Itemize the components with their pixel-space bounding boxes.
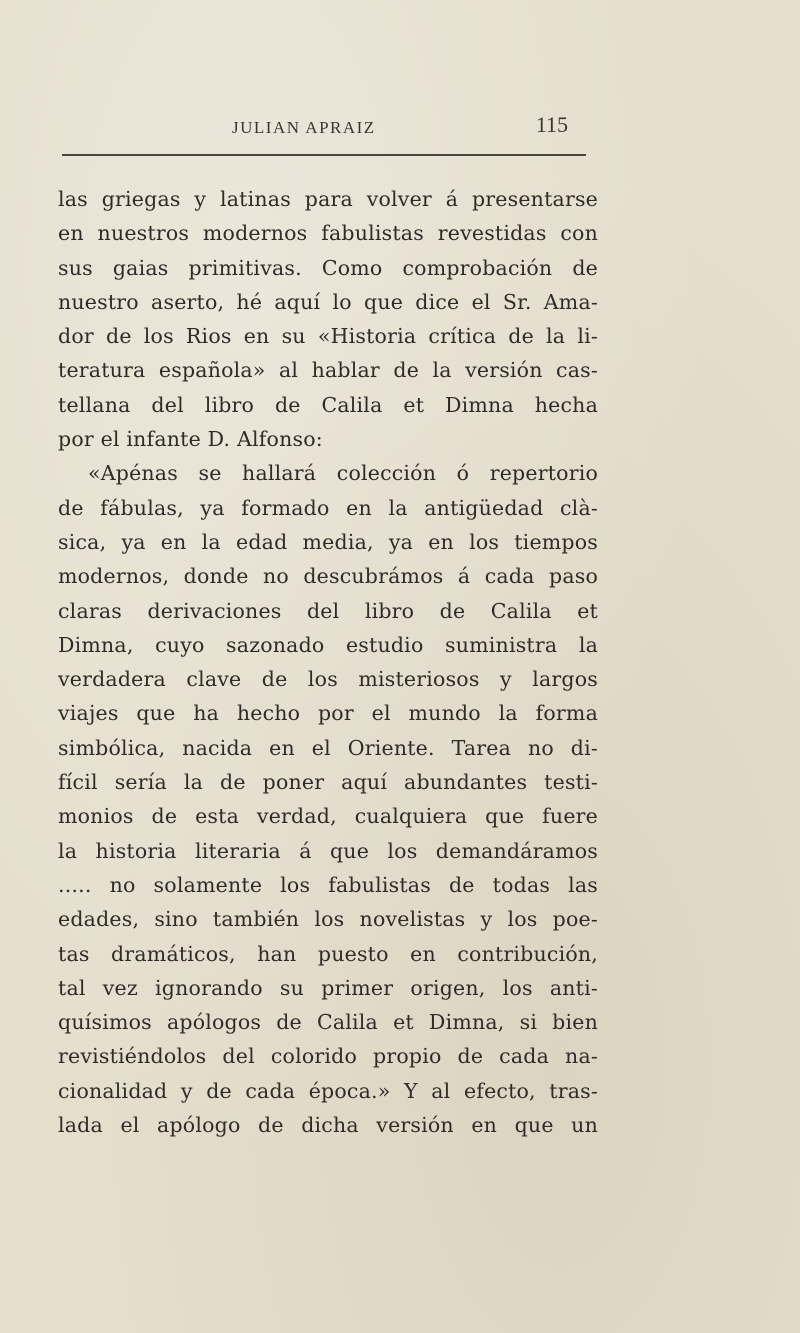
text-line: «Apénas se hallará colección ó repertorio <box>88 461 598 486</box>
text-line: quísimos apólogos de Calila et Dimna, si bien <box>58 1010 598 1035</box>
text-line: revistiéndolos del colorido propio de cada na- <box>58 1044 598 1069</box>
body-text <box>58 182 598 1142</box>
text-line: Dimna, cuyo sazonado estudio suministra la <box>58 632 598 657</box>
text-line: modernos, donde no descubrámos á cada paso <box>58 564 598 589</box>
text-line: edades, sino también los novelistas y los poe- <box>58 907 598 932</box>
text-line: lada el apólogo de dicha versión en que un <box>58 1113 598 1138</box>
text-line: las griegas y latinas para volver á presentarse <box>58 187 598 211</box>
text-line: tas dramáticos, han puesto en contribución, <box>58 941 598 966</box>
text-line: ..... no solamente los fabulistas de todas las <box>58 872 598 897</box>
text-line: cionalidad y de cada época.» Y al efecto, tras- <box>58 1078 598 1103</box>
page-number: 115 <box>535 112 568 137</box>
page-header <box>58 112 588 152</box>
text-line: fícil sería la de poner aquí abundantes testi- <box>58 770 598 795</box>
text-line: viajes que ha hecho por el mundo la forma <box>58 701 598 726</box>
text-line: de fábulas, ya formado en la antigüedad clà- <box>58 495 598 520</box>
text-line: tellana del libro de Calila et Dimna hecha <box>58 392 598 417</box>
text-line: monios de esta verdad, cualquiera que fuere <box>58 804 598 829</box>
text-line: simbólica, nacida en el Oriente. Tarea no di- <box>58 735 598 760</box>
text-line: verdadera clave de los misteriosos y largos <box>58 667 598 692</box>
text-line: por el infante D. Alfonso: <box>58 427 323 452</box>
header-rule <box>62 154 586 156</box>
text-line: sus gaias primitivas. Como comprobación de <box>58 255 598 280</box>
text-line: en nuestros modernos fabulistas revestidas con <box>58 221 598 246</box>
text-line: la historia literaria á que los demandáramos <box>58 838 598 863</box>
text-line: sica, ya en la edad media, ya en los tiempos <box>58 529 598 554</box>
text-line: teratura española» al hablar de la versión cas- <box>58 358 598 383</box>
text-line: tal vez ignorando su primer origen, los anti- <box>58 975 598 1000</box>
text-line: dor de los Rios en su «Historia crítica de la li- <box>58 324 598 349</box>
text-line: claras derivaciones del libro de Calila et <box>58 598 598 623</box>
text-line: nuestro aserto, hé aquí lo que dice el Sr. Ama- <box>58 289 598 314</box>
running-head: JULIAN APRAIZ <box>232 118 376 137</box>
